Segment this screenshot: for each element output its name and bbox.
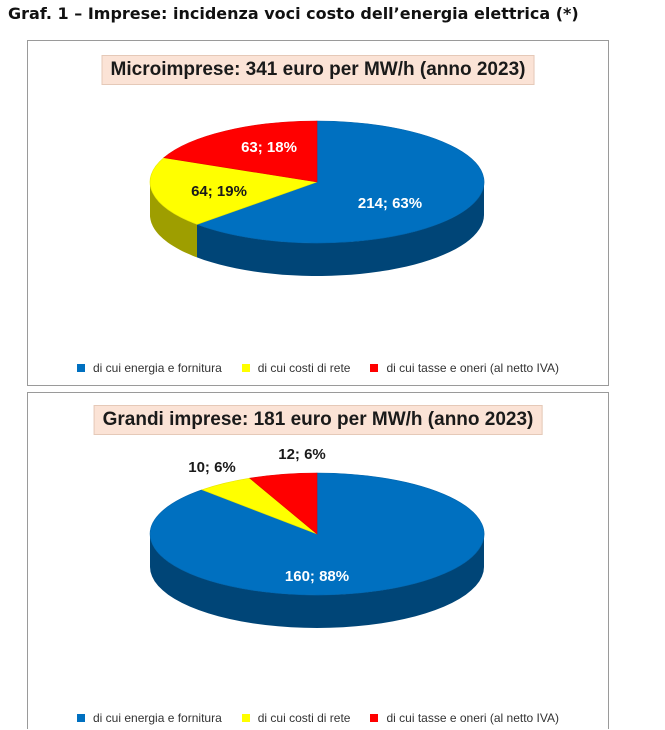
figure-title: Graf. 1 – Imprese: incidenza voci costo dell’energia elettrica (*) bbox=[8, 4, 579, 23]
legend-label: di cui tasse e oneri (al netto IVA) bbox=[386, 361, 559, 375]
chart-title: Grandi imprese: 181 euro per MW/h (anno 2023) bbox=[94, 405, 543, 435]
legend-swatch-energia bbox=[77, 714, 85, 722]
legend bbox=[28, 361, 608, 375]
legend-item-tasse bbox=[370, 361, 559, 375]
legend-label: di cui energia e fornitura bbox=[93, 711, 222, 725]
pie-chart-microimprese bbox=[28, 41, 608, 387]
data-label-tasse: 63; 18% bbox=[241, 139, 297, 156]
chart-panel-microimprese bbox=[27, 40, 609, 386]
chart-panel-grandi-imprese bbox=[27, 392, 609, 729]
data-label-tasse: 12; 6% bbox=[278, 446, 326, 463]
legend-swatch-tasse bbox=[370, 364, 378, 372]
legend-item-energia bbox=[77, 361, 222, 375]
legend-label: di cui energia e fornitura bbox=[93, 361, 222, 375]
legend-swatch-tasse bbox=[370, 714, 378, 722]
legend-item-tasse bbox=[370, 711, 559, 725]
legend-item-energia bbox=[77, 711, 222, 725]
pie-top-group bbox=[150, 121, 484, 243]
data-label-energia: 214; 63% bbox=[357, 195, 423, 212]
legend-item-rete bbox=[242, 711, 351, 725]
data-label-rete: 10; 6% bbox=[188, 459, 236, 476]
chart-title: Microimprese: 341 euro per MW/h (anno 2023) bbox=[102, 55, 535, 85]
legend-label: di cui tasse e oneri (al netto IVA) bbox=[386, 711, 559, 725]
legend-swatch-energia bbox=[77, 364, 85, 372]
data-label-energia: 160; 88% bbox=[284, 568, 350, 585]
data-label-rete: 64; 19% bbox=[191, 183, 247, 200]
legend-item-rete bbox=[242, 361, 351, 375]
legend-label: di cui costi di rete bbox=[257, 711, 351, 725]
legend-label: di cui costi di rete bbox=[257, 361, 351, 375]
pie-chart-grandi-imprese bbox=[28, 393, 608, 730]
legend bbox=[28, 711, 608, 725]
legend-swatch-rete bbox=[242, 364, 250, 372]
legend-swatch-rete bbox=[242, 714, 250, 722]
